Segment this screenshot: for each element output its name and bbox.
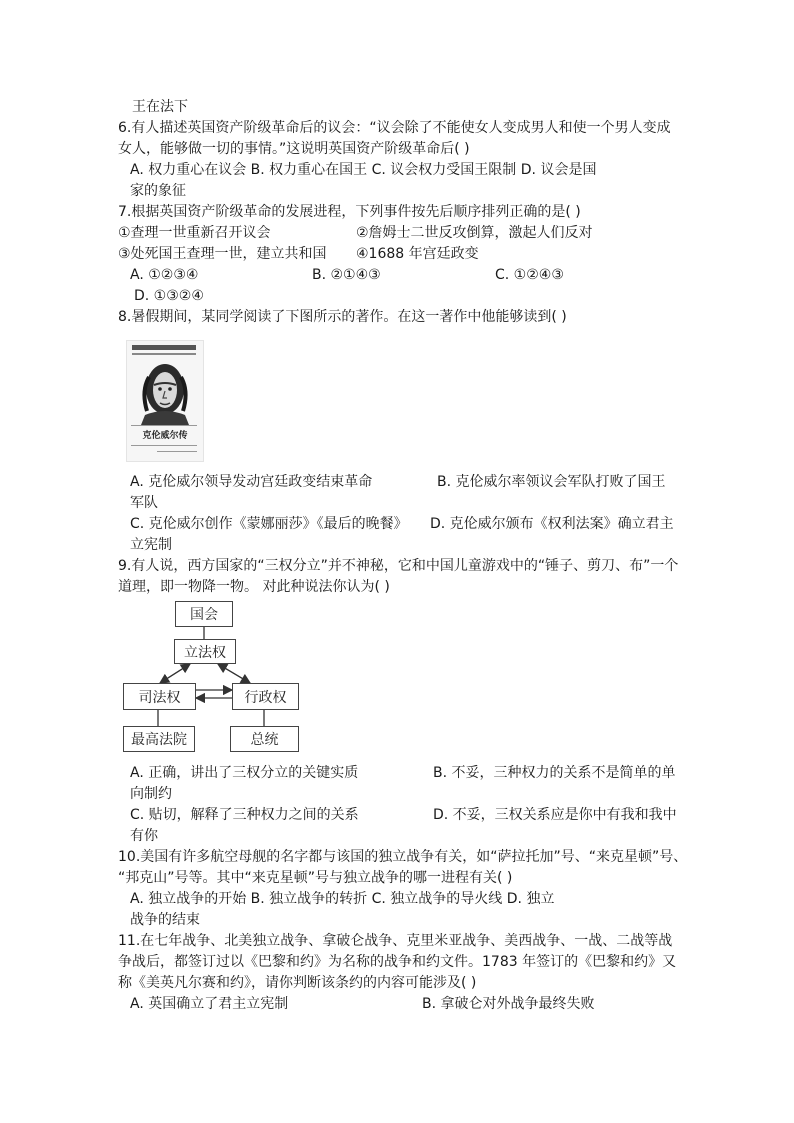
question-9-option-wrap: 有你 <box>130 828 158 844</box>
question-9-option-b: B. 不妥，三种权力的关系不是简单的单 <box>433 765 676 781</box>
question-11-option-a: A. 英国确立了君主立宪制 <box>130 996 289 1012</box>
executive-power-box: 行政权 <box>232 683 299 710</box>
question-8-option-wrap: 军队 <box>130 495 158 511</box>
question-7-option-b: B. ②①④③ <box>312 267 381 283</box>
question-7-event-1: ①查理一世重新召开议会 <box>118 225 271 241</box>
question-8-option-c: C. 克伦威尔创作《蒙娜丽莎》《最后的晚餐》 <box>130 516 408 532</box>
question-9-option-c: C. 贴切，解释了三种权力之间的关系 <box>130 807 359 823</box>
question-11-stem: 11.在七年战争、北美独立战争、拿破仑战争、克里米亚战争、美西战争、一战、二战等战 <box>118 933 673 949</box>
question-6-stem: 6.有人描述英国资产阶级革命后的议会：“议会除了不能使女人变成男人和使一个男人变成 <box>118 120 671 136</box>
question-10-stem: “邦克山”号等。其中“来克星顿”号与独立战争的哪一进程有关( ) <box>118 870 513 886</box>
text-line: 王在法下 <box>132 99 188 115</box>
judicial-power-box: 司法权 <box>123 683 196 710</box>
question-6-options: A. 权力重心在议会 B. 权力重心在国王 C. 议会权力受国王限制 D. 议会是国 <box>130 162 597 178</box>
question-7-event-4: ④1688 年宫廷政变 <box>356 246 479 262</box>
question-6-option-wrap: 家的象征 <box>130 183 186 199</box>
question-9-stem: 道理，即一物降一物。 对此种说法你认为( ) <box>118 579 390 595</box>
question-7-option-c: C. ①②④③ <box>495 267 564 283</box>
question-8-option-wrap: 立宪制 <box>130 537 172 553</box>
book-title: 克伦威尔传 <box>142 431 188 441</box>
question-8-option-d: D. 克伦威尔颁布《权利法案》确立君主 <box>430 516 674 532</box>
question-10-option-wrap: 战争的结束 <box>130 912 200 928</box>
supreme-court-box: 最高法院 <box>123 726 195 752</box>
question-9-stem: 9.有人说，西方国家的“三权分立”并不神秘，它和中国儿童游戏中的“锤子、剪刀、布”一个 <box>118 558 679 574</box>
question-10-stem: 10.美国有许多航空母舰的名字都与该国的独立战争有关，如“萨拉托加”号、“来克星顿”号、 <box>118 849 688 865</box>
question-9-option-wrap: 向制约 <box>130 786 172 802</box>
question-9-option-a: A. 正确，讲出了三权分立的关键实质 <box>130 765 359 781</box>
question-8-option-b: B. 克伦威尔率领议会军队打败了国王 <box>437 474 666 490</box>
question-9-option-d: D. 不妥，三权关系应是你中有我和我中 <box>433 807 677 823</box>
question-11-option-b: B. 拿破仑对外战争最终失败 <box>422 996 595 1012</box>
question-10-options: A. 独立战争的开始 B. 独立战争的转折 C. 独立战争的导火线 D. 独立 <box>130 891 555 907</box>
congress-box: 国会 <box>175 601 233 627</box>
question-8-stem: 8.暑假期间，某同学阅读了下图所示的著作。在这一著作中他能够读到( ) <box>118 309 567 325</box>
question-7-option-a: A. ①②③④ <box>130 267 199 283</box>
question-8-option-a: A. 克伦威尔领导发动宫廷政变结束革命 <box>130 474 373 490</box>
question-11-stem: 争战后，都签订过以《巴黎和约》为名称的战争和约文件。1783 年签订的《巴黎和约》又 <box>118 954 677 970</box>
question-7-stem: 7.根据英国资产阶级革命的发展进程，下列事件按先后顺序排列正确的是( ) <box>118 204 581 220</box>
legislative-power-box: 立法权 <box>174 639 236 664</box>
question-11-stem: 称《美英凡尔赛和约》，请你判断该条约的内容可能涉及( ) <box>118 975 477 991</box>
question-7-option-d: D. ①③②④ <box>134 288 204 304</box>
question-7-event-3: ③处死国王查理一世，建立共和国 <box>118 246 327 262</box>
question-7-event-2: ②詹姆士二世反攻倒算，激起人们反对 <box>356 225 593 241</box>
president-box: 总统 <box>230 726 299 752</box>
question-6-stem: 女人，能够做一切的事情。”这说明英国资产阶级革命后( ) <box>118 141 470 157</box>
